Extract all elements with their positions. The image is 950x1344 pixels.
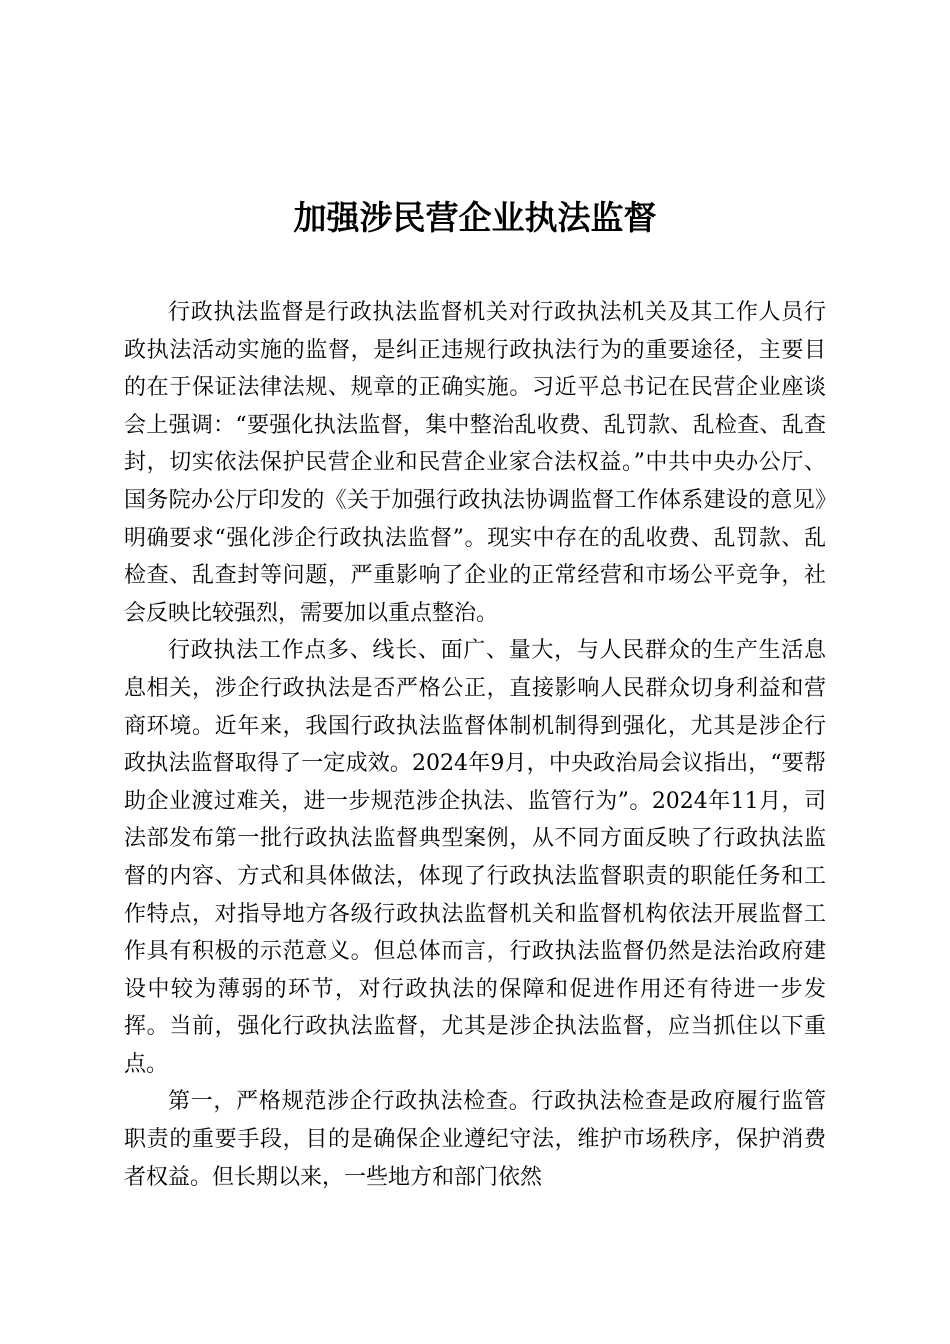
paragraph-3: 第一，严格规范涉企行政执法检查。行政执法检查是政府履行监管职责的重要手段，目的是确保企业遵纪守法，维护市场秩序，保护消费者权益。但长期以来，一些地方和部门依然 bbox=[124, 1089, 826, 1190]
document-title: 加强涉民营企业执法监督 bbox=[293, 198, 657, 237]
paragraph-2: 行政执法工作点多、线长、面广、量大，与人民群众的生产生活息息相关，涉企行政执法是否严格公正，直接影响人民群众切身利益和营商环境。近年来，我国行政执法监督体制机制得到强化，尤其是涉企行政执法监督取得了一定成效。2024年9月，中央政治局会议指出，“要帮助企业渡过难关，进一步规范涉企执法、监管行为”。2024年11月，司法部发布第一批行政执法监督典型案例，从不同方面反映了行政执法监督的内容、方式和具体做法，体现了行政执法监督职责的职能任务和工作特点，对指导地方各级行政执法监督机关和监督机构依法开展监督工作具有积极的示范意义。但总体而言，行政执法监督仍然是法治政府建设中较为薄弱的环节，对行政执法的保障和促进作用还有待进一步发挥。当前，强化行政执法监督，尤其是涉企执法监督，应当抓住以下重点。 bbox=[124, 638, 826, 1077]
document-body bbox=[124, 294, 826, 1196]
paragraph-1: 行政执法监督是行政执法监督机关对行政执法机关及其工作人员行政执法活动实施的监督，是纠正违规行政执法行为的重要途径，主要目的在于保证法律法规、规章的正确实施。习近平总书记在民营企业座谈会上强调：“要强化执法监督，集中整治乱收费、乱罚款、乱检查、乱查封，切实依法保护民营企业和民营企业家合法权益。”中共中央办公厅、国务院办公厅印发的《关于加强行政执法协调监督工作体系建设的意见》明确要求“强化涉企行政执法监督”。现实中存在的乱收费、乱罚款、乱检查、乱查封等问题，严重影响了企业的正常经营和市场公平竞争，社会反映比较强烈，需要加以重点整治。 bbox=[124, 300, 826, 626]
